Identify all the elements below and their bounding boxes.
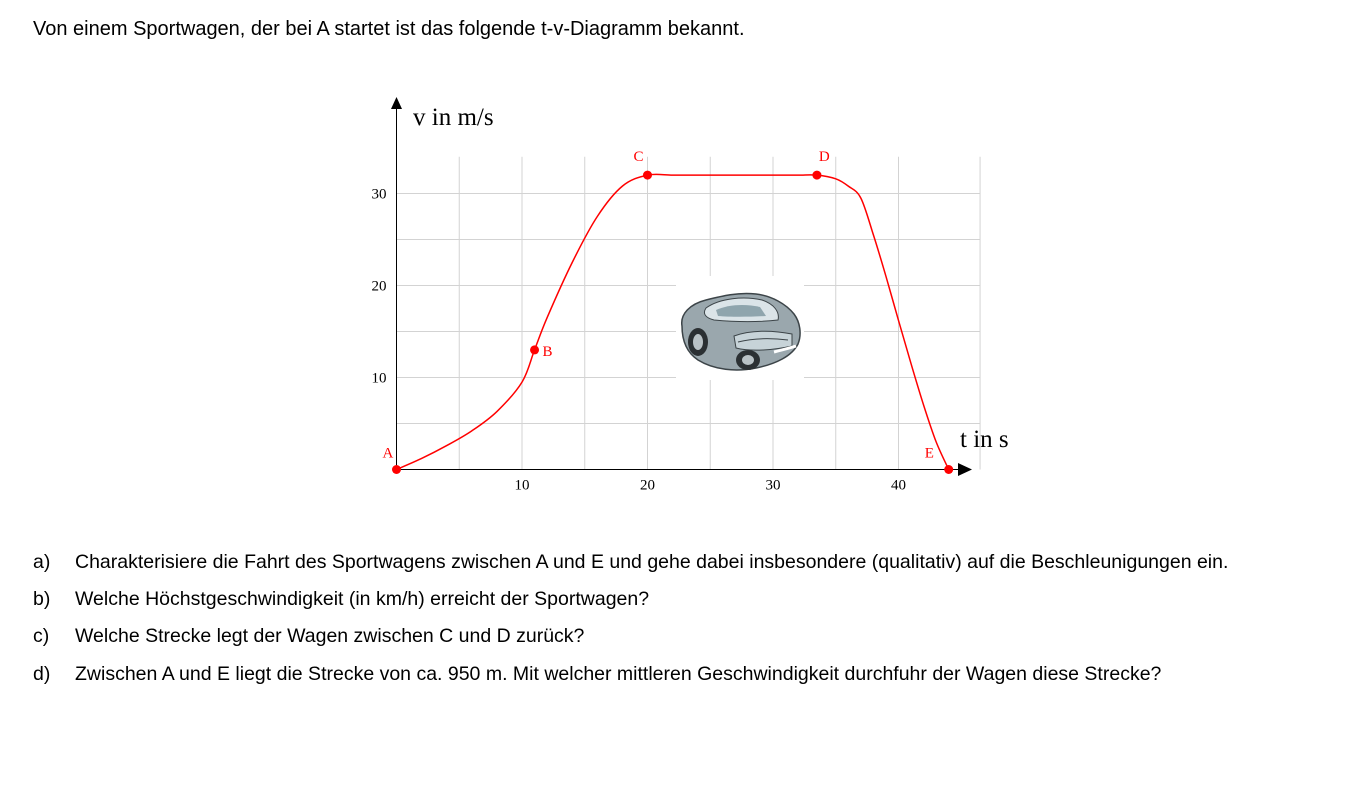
velocity-curve <box>397 174 949 469</box>
y-tick-label: 20 <box>371 278 387 295</box>
question-c <box>33 625 1333 648</box>
point-d-label: D <box>818 149 830 166</box>
y-axis-label: v in m/s <box>413 104 494 131</box>
intro-text: Von einem Sportwagen, der bei A startet ist das folgende t-v-Diagramm bekannt. <box>33 18 745 40</box>
question-d <box>33 663 1333 686</box>
question-c-text: Welche Strecke legt der Wagen zwischen C und D zurück? <box>75 625 585 647</box>
question-a-text: Charakterisiere die Fahrt des Sportwagens zwischen A und E und gehe dabei insbesondere (qualitativ) auf die Beschleunigungen ein. <box>75 551 1229 573</box>
point-a-marker <box>392 465 401 474</box>
question-c-letter: c) <box>33 625 50 647</box>
point-b-label: B <box>542 343 553 360</box>
question-a <box>33 551 1333 574</box>
point-a-label: A <box>382 445 394 462</box>
point-c-label: C <box>633 149 644 166</box>
x-tick-label: 20 <box>640 477 655 494</box>
x-tick-label: 30 <box>765 477 781 494</box>
question-b-text: Welche Höchstgeschwindigkeit (in km/h) erreicht der Sportwagen? <box>75 588 650 610</box>
question-b <box>33 588 1333 611</box>
question-d-text: Zwischen A und E liegt die Strecke von ca. 950 m. Mit welcher mittleren Geschwindigkeit durchfuhr der Wagen diese Strecke? <box>75 663 1162 685</box>
question-b-letter: b) <box>33 588 51 610</box>
x-tick-label: 40 <box>891 477 906 494</box>
y-tick-label: 30 <box>371 186 387 203</box>
question-d-letter: d) <box>33 663 51 685</box>
chart-points <box>383 149 954 474</box>
tv-chart <box>340 85 1020 505</box>
x-tick-label: 10 <box>514 477 530 494</box>
point-e-marker <box>944 465 953 474</box>
point-c-marker <box>643 171 652 180</box>
tick-labels <box>372 187 907 494</box>
point-b-marker <box>530 345 539 354</box>
question-a-letter: a) <box>33 551 51 573</box>
x-axis-arrow-icon <box>958 463 972 476</box>
point-d-marker <box>812 171 821 180</box>
y-tick-label: 10 <box>371 370 387 387</box>
x-axis-label: t in s <box>960 426 1009 453</box>
sports-car-icon <box>676 276 804 380</box>
y-axis-arrow-icon <box>391 97 402 109</box>
question-list <box>33 551 1333 686</box>
point-e-label: E <box>924 445 934 462</box>
